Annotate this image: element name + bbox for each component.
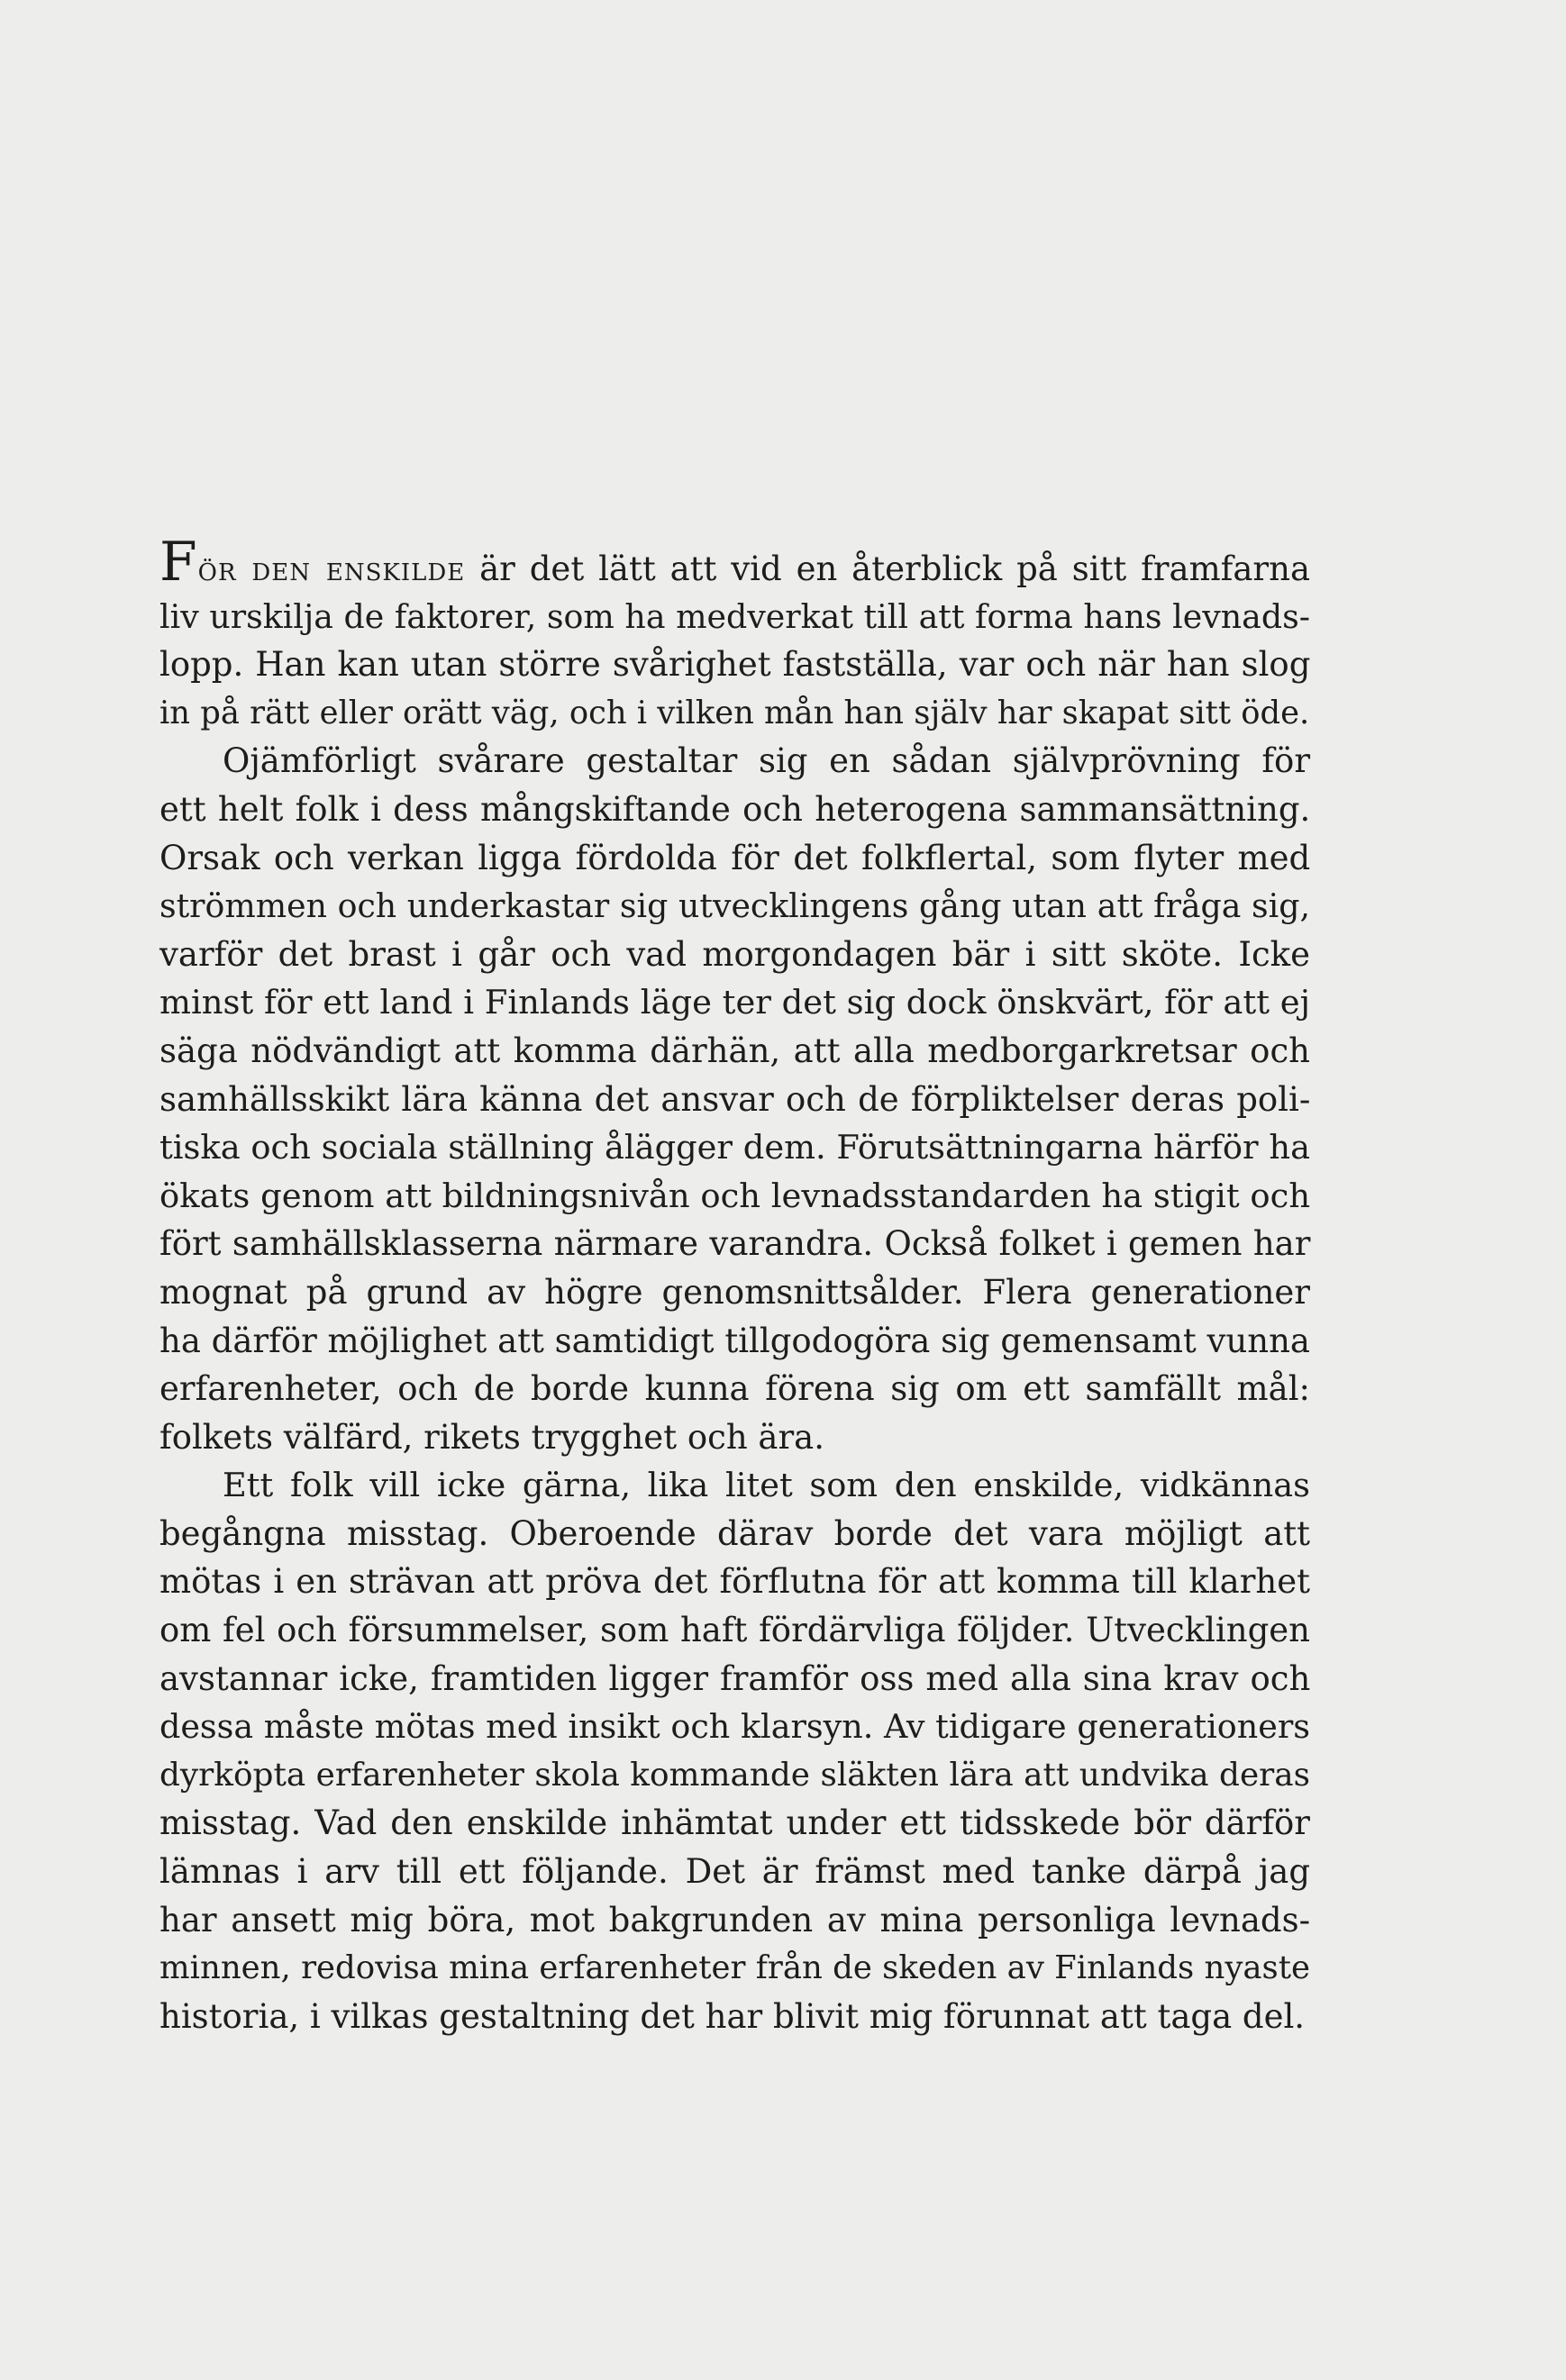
- text-line: liv urskilja de faktorer, som ha medverkat till att forma hans levnads-: [159, 596, 1310, 636]
- text-line: ett helt folk i dess mångskiftande och heterogena sammansättning.: [159, 789, 1311, 829]
- text-line: mognat på grund av högre genomsnittsålder. Flera generationer: [159, 1272, 1310, 1312]
- text-line: lopp. Han kan utan större svårighet fastställa, var och när han slog: [159, 645, 1311, 685]
- text-line: minnen, redovisa mina erfarenheter från de skeden av Finlands nyaste: [159, 1949, 1310, 1987]
- text-line: Ett folk vill icke gärna, lika litet som den enskilde, vidkännas: [223, 1466, 1310, 1505]
- text-line: är det lätt att vid en återblick på sitt framfarna: [465, 550, 1311, 588]
- paragraph-1: [159, 531, 1311, 737]
- text-line: Orsak och verkan ligga fördolda för det folkflertal, som flyter med: [159, 838, 1311, 877]
- body-text: [159, 531, 1311, 2040]
- text-line: fört samhällsklasserna närmare varandra. Också folket i gemen har: [159, 1224, 1311, 1264]
- text-line: lämnas i arv till ett följande. Det är främst med tanke därpå jag: [159, 1852, 1310, 1892]
- paragraph-1-line-1: [159, 531, 1311, 594]
- text-line: erfarenheter, och de borde kunna förena sig om ett samfällt mål:: [159, 1369, 1310, 1409]
- text-line: varför det brast i går och vad morgondagen bär i sitt sköte. Icke: [159, 934, 1310, 974]
- text-line: begångna misstag. Oberoende därav borde det vara möjligt att: [159, 1513, 1310, 1553]
- text-line: dyrköpta erfarenheter skola kommande släkten lära att undvika deras: [159, 1756, 1310, 1794]
- text-line: samhällsskikt lära känna det ansvar och de förpliktelser deras poli-: [159, 1079, 1311, 1119]
- text-line: säga nödvändigt att komma därhän, att alla medborgarkretsar och: [159, 1031, 1310, 1070]
- drop-cap: F: [159, 531, 198, 594]
- text-line: mötas i en strävan att pröva det förflutna för att komma till klarhet: [159, 1562, 1310, 1602]
- paragraph-2: [159, 737, 1310, 1461]
- text-line: dessa måste mötas med insikt och klarsyn. Av tidigare generationers: [159, 1707, 1310, 1747]
- text-line: tiska och sociala ställning ålägger dem. Förutsättningarna härför ha: [159, 1128, 1310, 1167]
- text-line: minst för ett land i Finlands läge ter det sig dock önskvärt, för att ej: [159, 983, 1310, 1022]
- text-line: om fel och försummelser, som haft fördärvliga följder. Utvecklingen: [159, 1611, 1310, 1650]
- text-line: historia, i vilkas gestaltning det har blivit mig förunnat att taga del.: [159, 1996, 1306, 2036]
- text-line: in på rätt eller orätt väg, och i vilken mån han själv har skapat sitt öde.: [159, 694, 1310, 731]
- text-line: folkets välfärd, rikets trygghet och ära.: [159, 1417, 824, 1457]
- text-line: ökats genom att bildningsnivån och levnadsstandarden ha stigit och: [159, 1176, 1311, 1215]
- opening-small-caps: ör den enskilde: [197, 550, 466, 588]
- paragraph-3: [159, 1461, 1310, 2040]
- text-line: har ansett mig böra, mot bakgrunden av mina personliga levnads-: [159, 1900, 1311, 1939]
- text-line: Ojämförligt svårare gestaltar sig en sådan självprövning för: [223, 741, 1310, 781]
- text-line: strömmen och underkastar sig utvecklingens gång utan att fråga sig,: [159, 886, 1310, 926]
- text-line: ha därför möjlighet att samtidigt tillgodogöra sig gemensamt vunna: [159, 1321, 1310, 1360]
- text-line: avstannar icke, framtiden ligger framför oss med alla sina krav och: [159, 1658, 1311, 1698]
- text-line: misstag. Vad den enskilde inhämtat under ett tidsskede bör därför: [159, 1803, 1310, 1843]
